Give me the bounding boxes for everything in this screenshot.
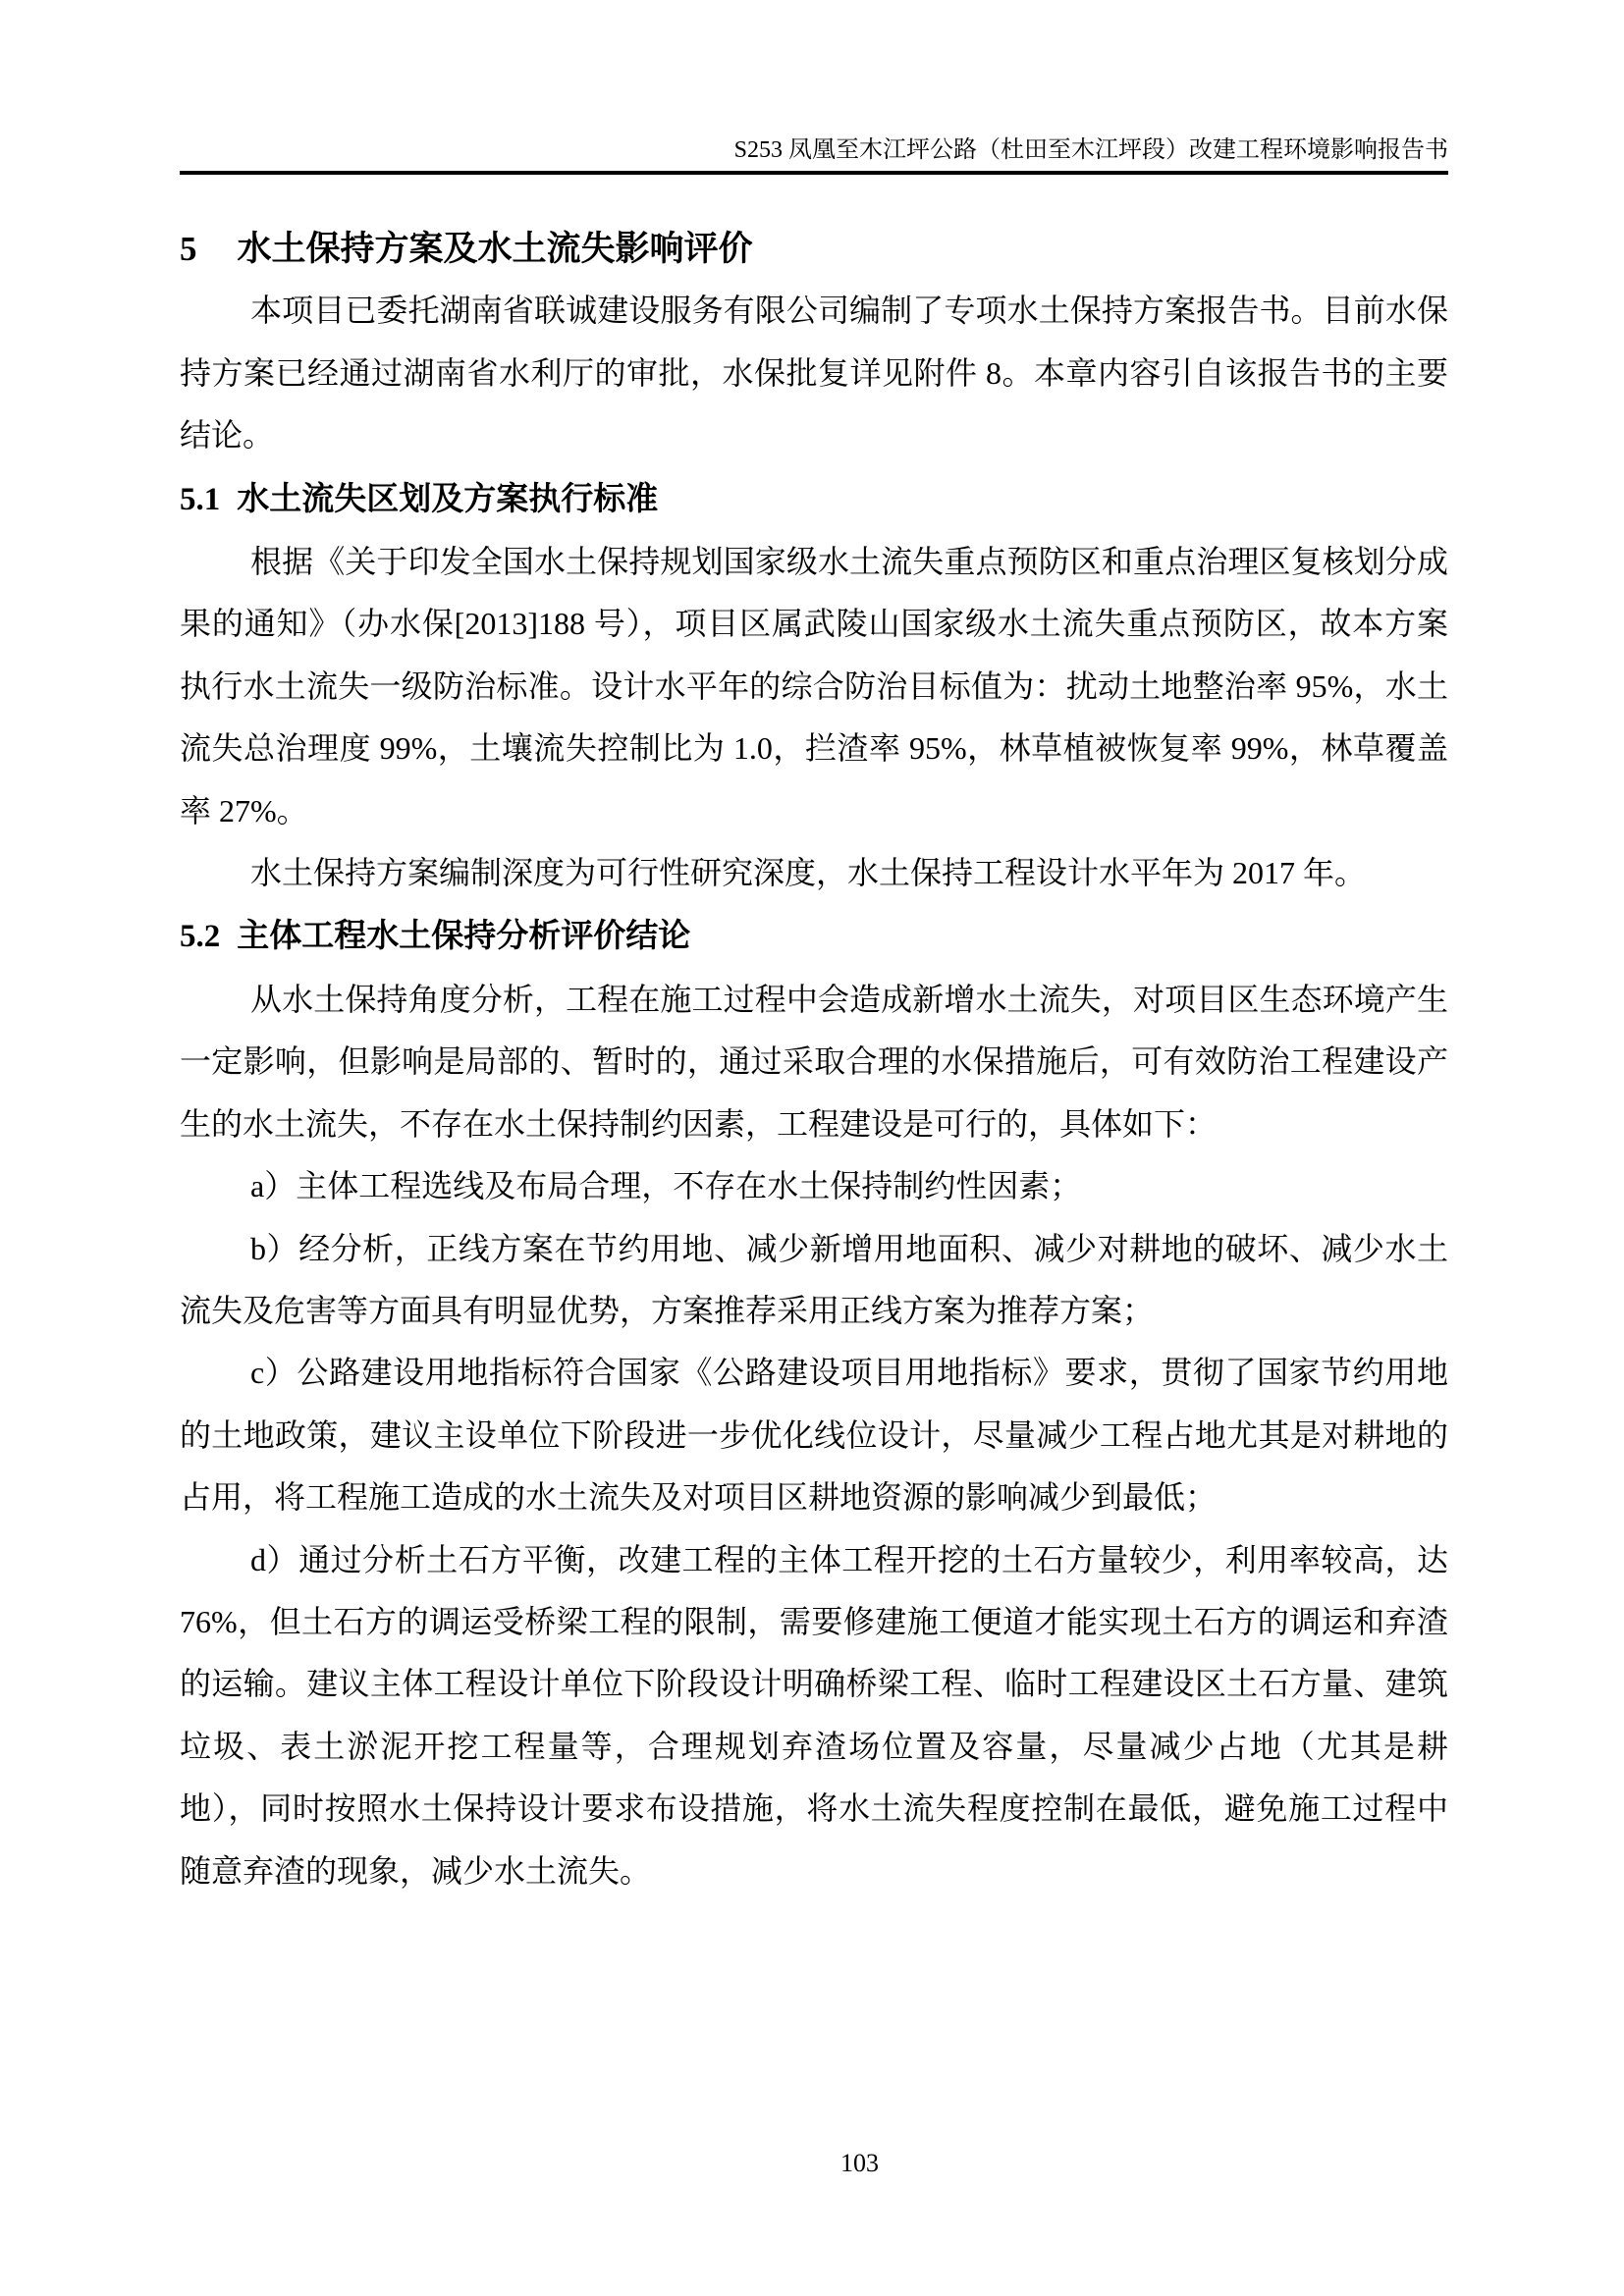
section-5-2-item-a: a）主体工程选线及布局合理，不存在水土保持制约性因素； [250,1168,1082,1204]
chapter-title: 水土保持方案及水土流失影响评价 [237,230,753,268]
section-5-1-number: 5.1 [180,481,221,517]
section-5-2-title: 主体工程水土保持分析评价结论 [237,917,691,954]
section-5-1-paragraph-1: 根据《关于印发全国水土保持规划国家级水土流失重点预防区和重点治理区复核划分成果的通知》（办水保[2013]188 号），项目区属武陵山国家级水土流失重点预防区，故本方案执行水土流失一级防治标准。设计水平年的综合防治目标值为：扰动土地整治率 95%，水土流失总治理度 99%，土壤流失控制比为 1.0，拦渣率 95%，林草植被恢复率 99%，林草覆盖率 27%。 [180,544,1448,828]
section-5-1-paragraph-2: 水土保持方案编制深度为可行性研究深度，水土保持工程设计水平年为 2017 年。 [250,855,1367,891]
section-5-2-paragraph-1: 从水土保持角度分析，工程在施工过程中会造成新增水土流失，对项目区生态环境产生一定影响，但影响是局部的、暂时的，通过采取合理的水保措施后，可有效防治工程建设产生的水土流失，不存在水土保持制约因素，工程建设是可行的，具体如下： [180,981,1448,1142]
section-heading-5-1 [180,467,1448,531]
header-rule [180,171,1448,175]
intro-paragraph: 本项目已委托湖南省联诚建设服务有限公司编制了专项水土保持方案报告书。目前水保持方案已经通过湖南省水利厅的审批，水保批复详见附件 8。本章内容引自该报告书的主要结论。 [180,293,1448,454]
document-body [180,218,1448,1902]
page-number: 103 [840,2149,879,2177]
section-heading-5-2 [180,904,1448,968]
section-5-2-item-c: c）公路建设用地指标符合国家《公路建设项目用地指标》要求，贯彻了国家节约用地的土地政策，建议主设单位下阶段进一步优化线位设计，尽量减少工程占地尤其是对耕地的占用，将工程施工造成的水土流失及对项目区耕地资源的影响减少到最低； [180,1355,1448,1516]
section-5-2-item-d: d）通过分析土石方平衡，改建工程的主体工程开挖的土石方量较少，利用率较高，达 76%，但土石方的调运受桥梁工程的限制，需要修建施工便道才能实现土石方的调运和弃渣的运输。建议主体工程设计单位下阶段设计明确桥梁工程、临时工程建设区土石方量、建筑垃圾、表土淤泥开挖工程量等，合理规划弃渣场位置及容量，尽量减少占地（尤其是耕地），同时按照水土保持设计要求布设措施，将水土流失程度控制在最低，避免施工过程中随意弃渣的现象，减少水土流失。 [180,1541,1448,1889]
page-content [180,0,1448,1902]
running-header-title: S253 凤凰至木江坪公路（杜田至木江坪段）改建工程环境影响报告书 [733,137,1448,163]
section-5-2-number: 5.2 [180,919,221,955]
running-header [180,136,1448,175]
section-5-1-title: 水土流失区划及方案执行标准 [237,479,659,516]
chapter-heading [180,218,1448,280]
chapter-number: 5 [180,230,197,268]
section-5-2-item-b: b）经分析，正线方案在节约用地、减少新增用地面积、减少对耕地的破坏、减少水土流失及危害等方面具有明显优势，方案推荐采用正线方案为推荐方案； [180,1230,1448,1328]
